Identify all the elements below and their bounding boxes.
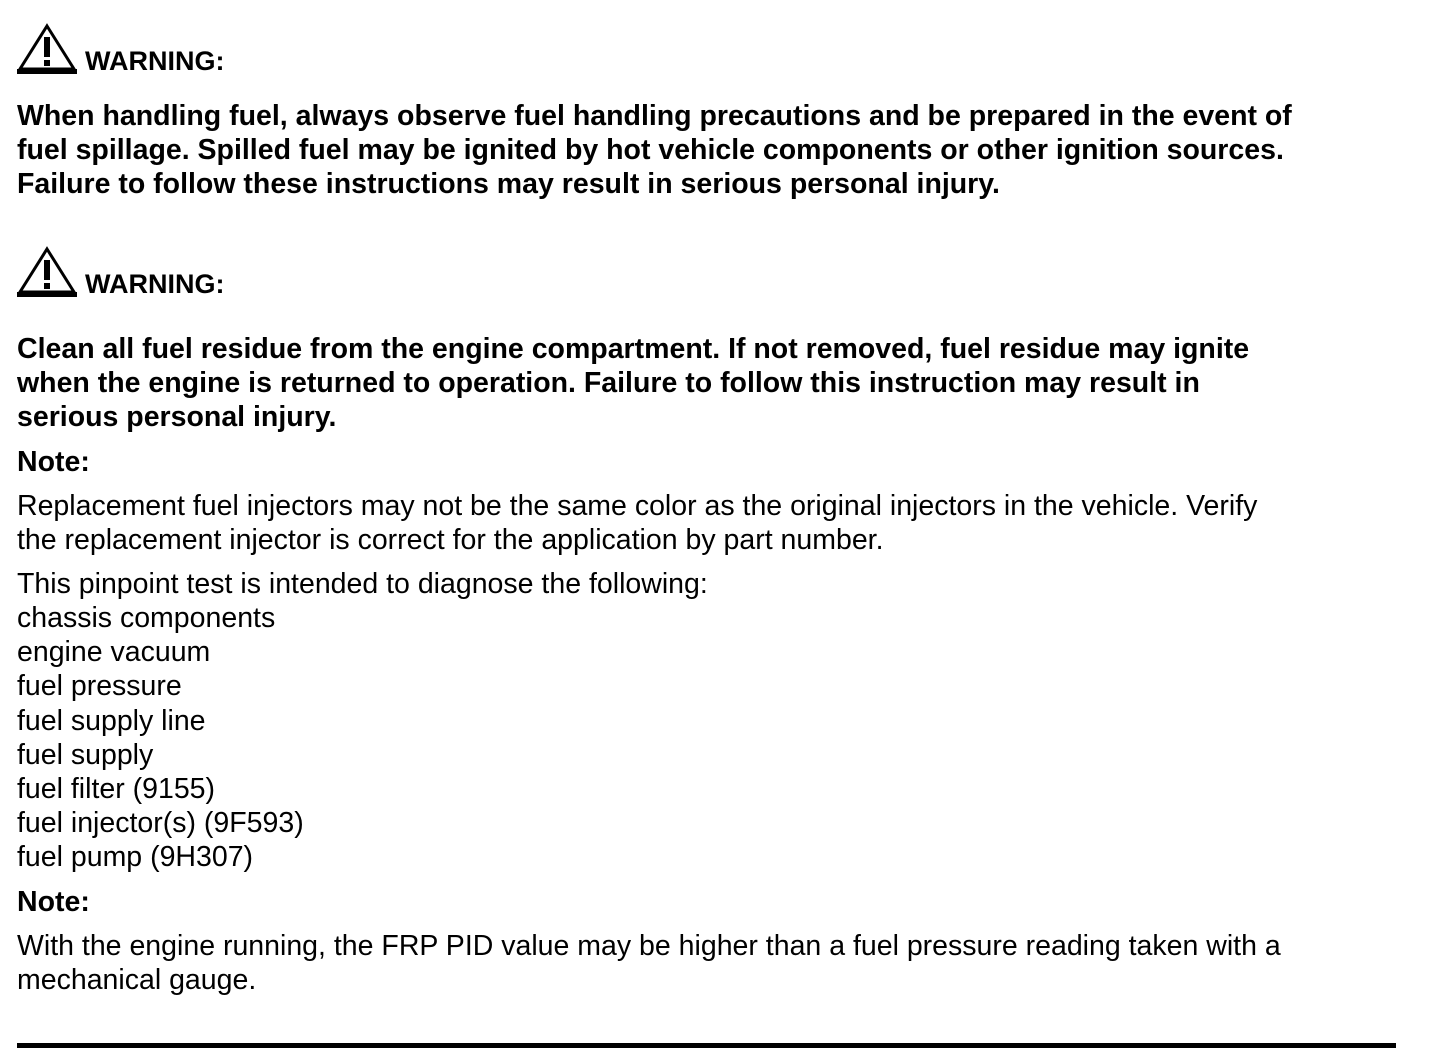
list-item: fuel filter (9155) [17,773,216,806]
list-item: fuel pressure [17,670,182,703]
warning-triangle-icon [17,23,77,75]
note-label-1: Note: [17,446,90,478]
note-text-2: With the engine running, the FRP PID value may be higher than a fuel pressure reading taken with a mechanical gauge. [17,930,1281,996]
note-label-2: Note: [17,886,90,918]
warning-label: WARNING: [85,269,225,299]
pinpoint-list [17,601,304,875]
warning-text-2: Clean all fuel residue from the engine compartment. If not removed, fuel residue may ignite when the engine is returned to operation. Failure to follow this instruction may result in serious personal injury. [17,333,1250,433]
pinpoint-intro: This pinpoint test is intended to diagnose the following: [17,568,708,600]
warning-header-1 [17,15,224,75]
list-item: fuel supply line [17,704,206,737]
list-item: engine vacuum [17,636,211,669]
note-text-1: Replacement fuel injectors may not be the same color as the original injectors in the vehicle. Verify the replacement injector is correct for the application by part number. [17,490,1258,556]
list-item: fuel injector(s) (9F593) [17,807,304,840]
bottom-divider [17,1043,1396,1048]
warning-text-1: When handling fuel, always observe fuel handling precautions and be prepared in the event of fuel spillage. Spilled fuel may be ignited by hot vehicle components or other ignition sources. Failure to follow these instructions may result in serious personal injury. [17,100,1292,200]
warning-triangle-icon [17,246,77,298]
list-item: fuel supply [17,738,154,771]
warning-label: WARNING: [85,46,225,76]
list-item: chassis components [17,602,276,634]
list-item: fuel pump (9H307) [17,841,254,874]
warning-header-2 [17,238,224,298]
